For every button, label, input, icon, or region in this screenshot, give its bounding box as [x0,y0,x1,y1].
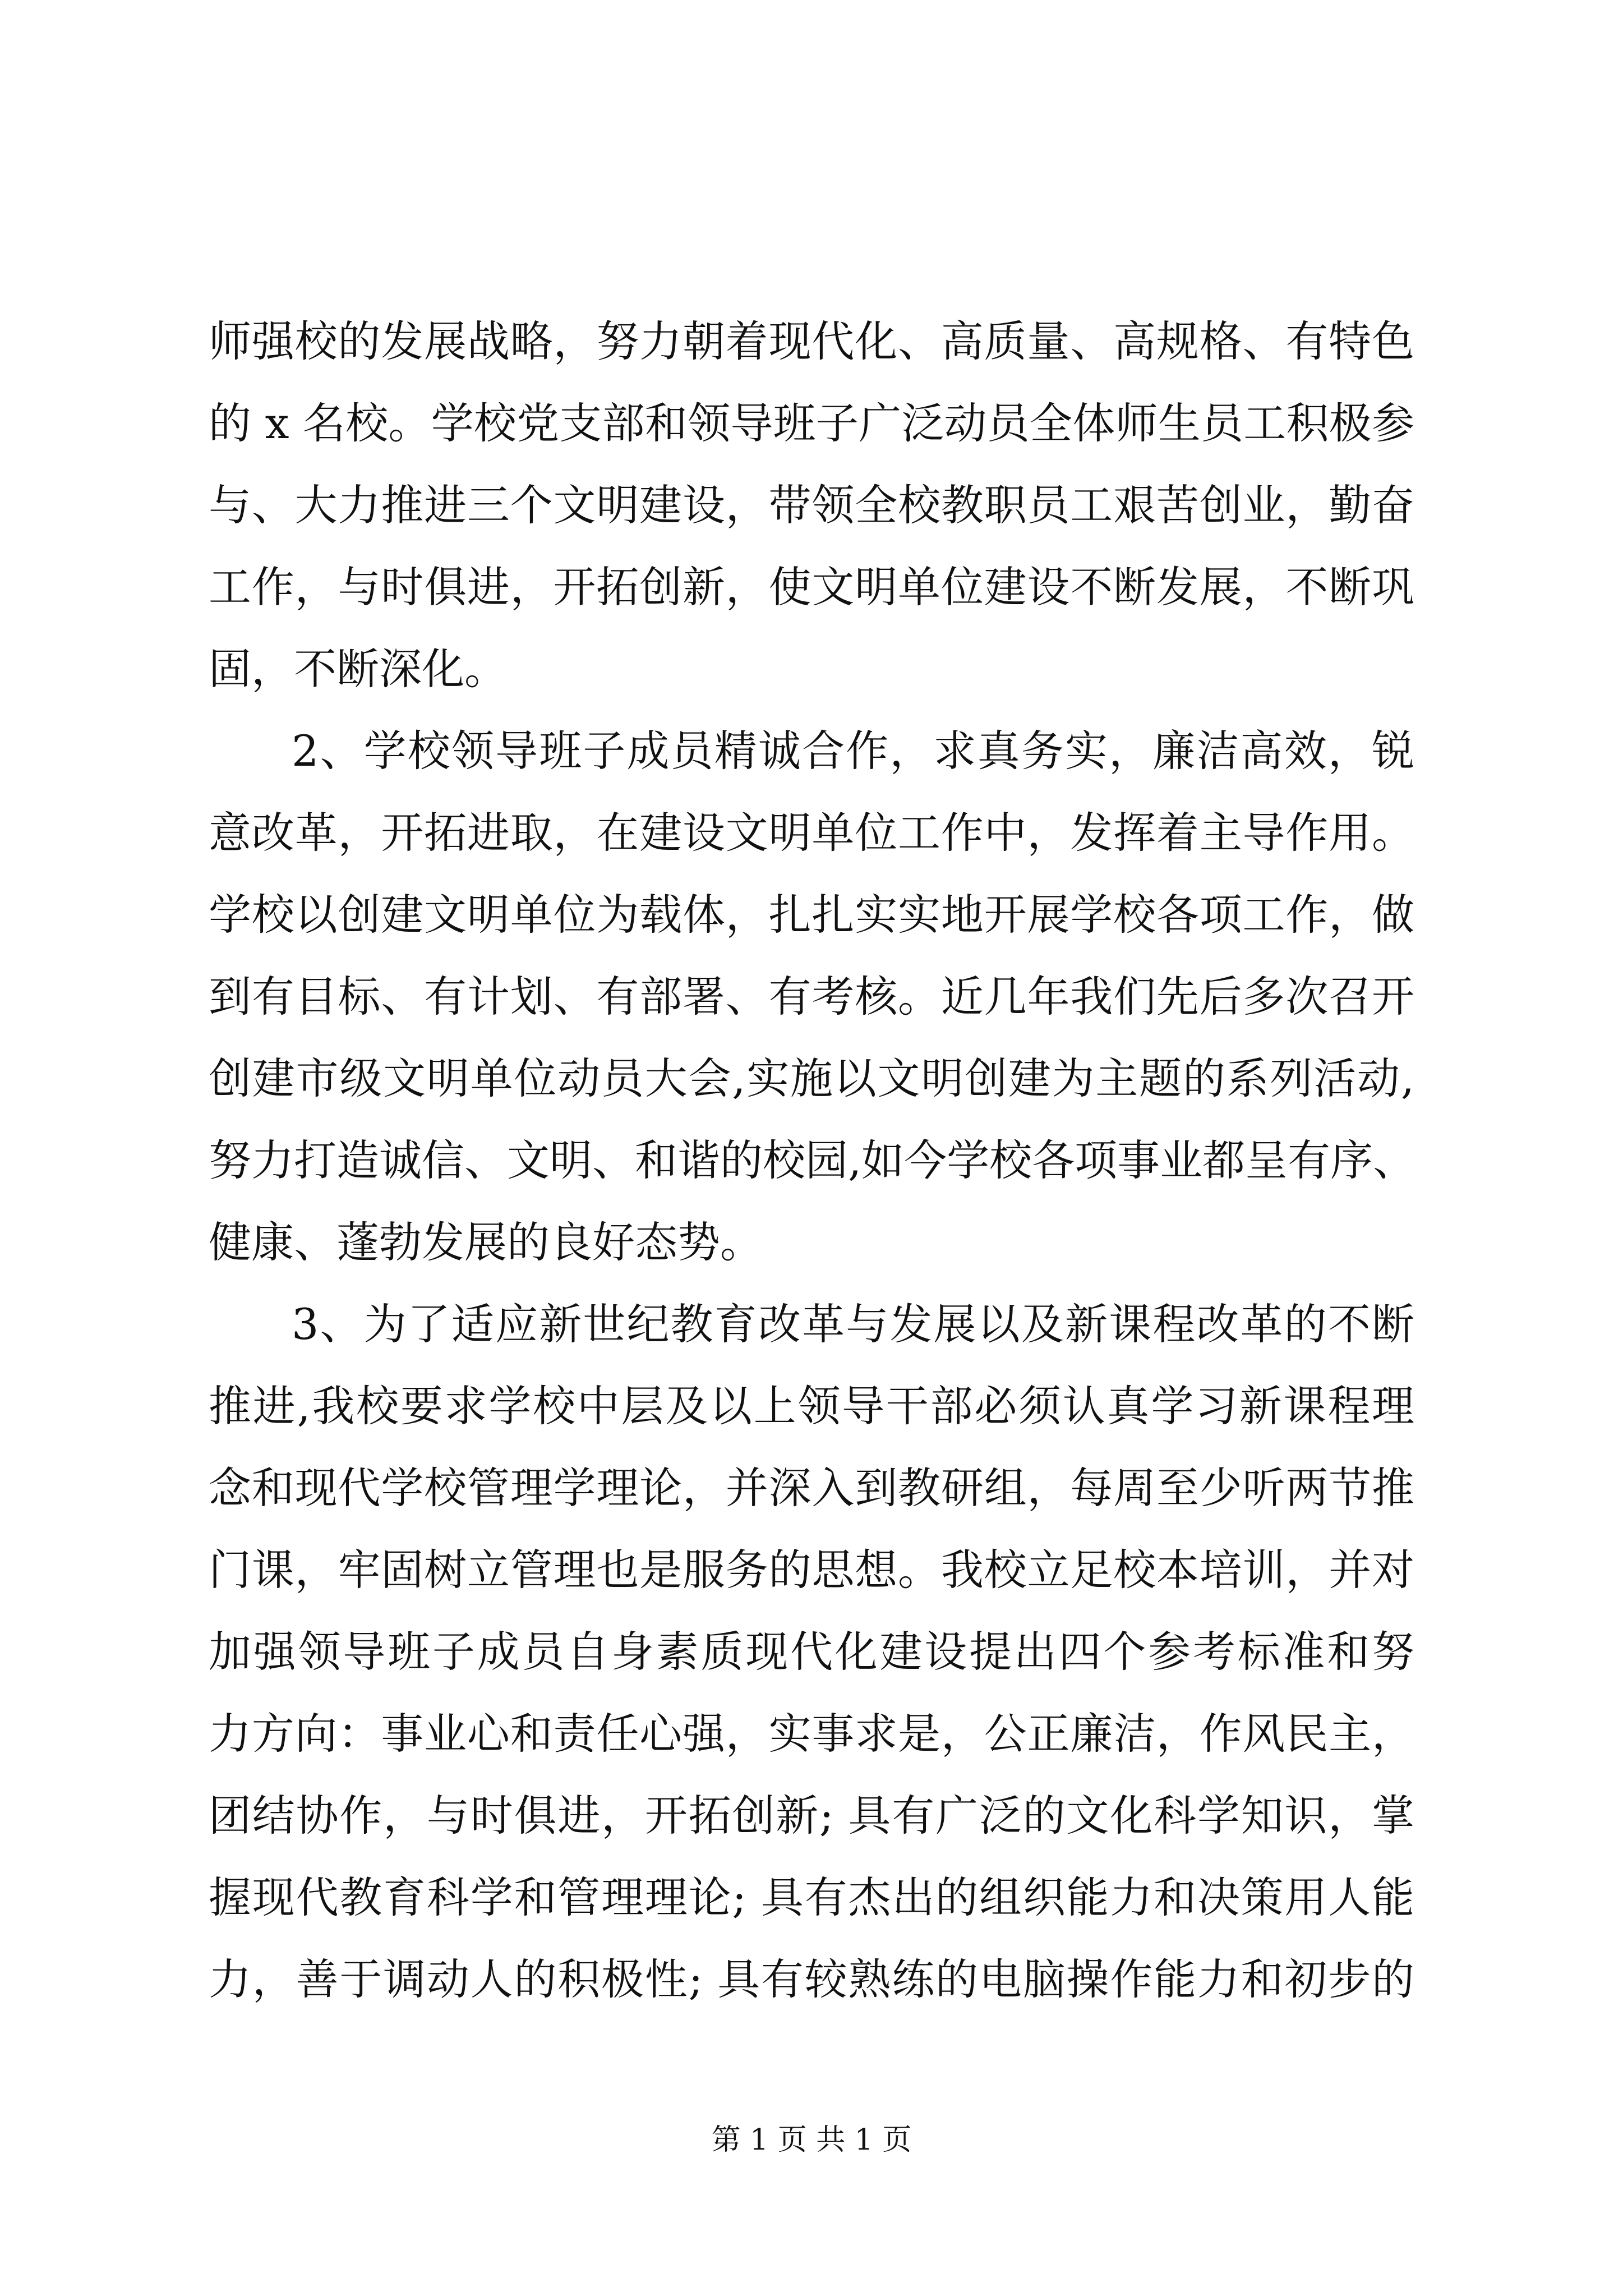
paragraph-3-line-5: 加强领导班子成员自身素质现代化建设提出四个参考标准和努 [209,1627,1414,1677]
paragraph-2-line-4: 到有目标、有计划、有部署、有考核。近几年我们先后多次召开 [209,972,1414,1022]
paragraph-1-line-1: 师强校的发展战略，努力朝着现代化、高质量、高规格、有特色 [209,316,1414,366]
paragraph-3-line-2: 推进,我校要求学校中层及以上领导干部必须认真学习新课程理 [209,1381,1414,1431]
page-footer [0,2120,1623,2160]
paragraph-1-line-3: 与、大力推进三个文明建设，带领全校教职员工艰苦创业，勤奋 [209,480,1414,530]
paragraph-2-line-6: 努力打造诚信、文明、和谐的校园,如今学校各项事业都呈有序、 [209,1135,1416,1185]
paragraph-2-line-1: 2、学校领导班子成员精诚合作，求真务实，廉洁高效，锐 [292,726,1414,776]
paragraph-2-line-7: 健康、蓬勃发展的良好态势。 [209,1217,763,1267]
paragraph-3-line-7: 团结协作，与时俱进，开拓创新; 具有广泛的文化科学知识，掌 [209,1791,1414,1841]
paragraph-1-line-4: 工作，与时俱进，开拓创新，使文明单位建设不断发展，不断巩 [209,562,1414,612]
document-body [209,301,1414,2021]
paragraph-1-line-2: 的 x 名校。学校党支部和领导班子广泛动员全体师生员工积极参 [209,398,1414,448]
paragraph-3-line-4: 门课，牢固树立管理也是服务的思想。我校立足校本培训，并对 [209,1545,1414,1595]
paragraph-2-line-2: 意改革，开拓进取，在建设文明单位工作中，发挥着主导作用。 [209,808,1414,858]
page-number: 第 1 页 共 1 页 [711,2123,912,2157]
paragraph-3-line-9: 力，善于调动人的积极性; 具有较熟练的电脑操作能力和初步的 [209,1954,1414,2004]
paragraph-3-line-8: 握现代教育科学和管理理论; 具有杰出的组织能力和决策用人能 [209,1872,1414,1922]
paragraph-3-line-3: 念和现代学校管理学理论，并深入到教研组，每周至少听两节推 [209,1463,1414,1513]
paragraph-1-line-5: 固，不断深化。 [209,644,507,694]
paragraph-3-line-1: 3、为了适应新世纪教育改革与发展以及新课程改革的不断 [292,1299,1414,1349]
paragraph-2-line-3: 学校以创建文明单位为载体，扎扎实实地开展学校各项工作，做 [209,890,1414,940]
paragraph-3-line-6: 力方向：事业心和责任心强，实事求是，公正廉洁，作风民主， [209,1709,1414,1759]
paragraph-2-line-5: 创建市级文明单位动员大会,实施以文明创建为主题的系列活动, [209,1053,1414,1103]
